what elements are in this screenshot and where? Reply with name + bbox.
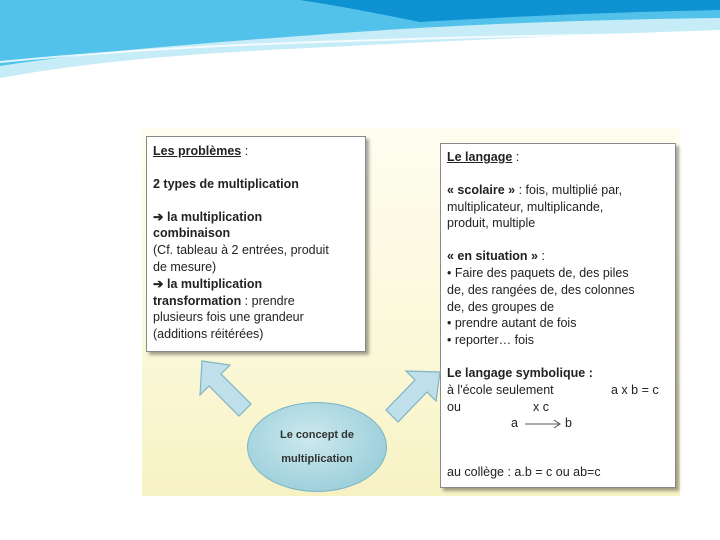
situation-line5: • reporter… fois [447, 333, 535, 348]
combinaison-desc-line1: (Cf. tableau à 2 entrées, produit [153, 243, 329, 258]
concept-line1: Le concept de [280, 429, 354, 441]
language-box [440, 143, 676, 488]
symbolique-line2: ou x c [447, 399, 549, 414]
arrow-right-icon [525, 419, 565, 429]
combinaison-desc-line2: de mesure) [153, 259, 217, 274]
symbolique-line1: à l'école seulement a x b = c [447, 382, 659, 397]
multiplication-types: 2 types de multiplication [153, 176, 299, 191]
combinaison-title-line2: combinaison [153, 226, 231, 241]
transformation-desc-line3: (additions réitérées) [153, 327, 264, 342]
situation-line4: • prendre autant de fois [447, 316, 577, 331]
symbolique-title: Le langage symbolique : [447, 365, 593, 380]
concept-line2: multiplication [281, 453, 353, 465]
situation-line1: • Faire des paquets de, des piles [447, 265, 629, 280]
language-title-row: Le langage : [447, 150, 520, 164]
arrow-right-icon: ➔ [153, 209, 164, 224]
arrow-right-icon: ➔ [153, 276, 164, 291]
scolaire-line1: « scolaire » : fois, multiplié par, [447, 182, 623, 197]
transformation-title-line2: transformation : prendre [153, 293, 295, 308]
transformation-desc-line2: plusieurs fois une grandeur [153, 310, 304, 325]
scolaire-line3: produit, multiple [447, 216, 536, 231]
transformation-title-line1: ➔ la multiplication [153, 276, 263, 291]
problems-title-suffix: : [241, 144, 249, 158]
symbolique-line3: a b [511, 416, 572, 431]
language-title: Le langage [447, 150, 513, 164]
college-line: au collège : a.b = c ou ab=c [447, 465, 601, 480]
situation-title-row: « en situation » : [447, 249, 545, 264]
situation-label: « en situation » [447, 249, 538, 264]
situation-line2: de, des rangées de, des colonnes [447, 282, 635, 297]
problems-box [146, 136, 366, 352]
wave-banner [0, 0, 720, 100]
problems-title-row [153, 143, 359, 160]
problems-title: Les problèmes [153, 144, 242, 158]
combinaison-title-line1: ➔ la multiplication [153, 209, 263, 224]
scolaire-line2: multiplicateur, multiplicande, [447, 199, 604, 214]
concept-ellipse [247, 402, 387, 492]
scolaire-label: « scolaire » [447, 182, 516, 197]
situation-line3: de, des groupes de [447, 299, 555, 314]
